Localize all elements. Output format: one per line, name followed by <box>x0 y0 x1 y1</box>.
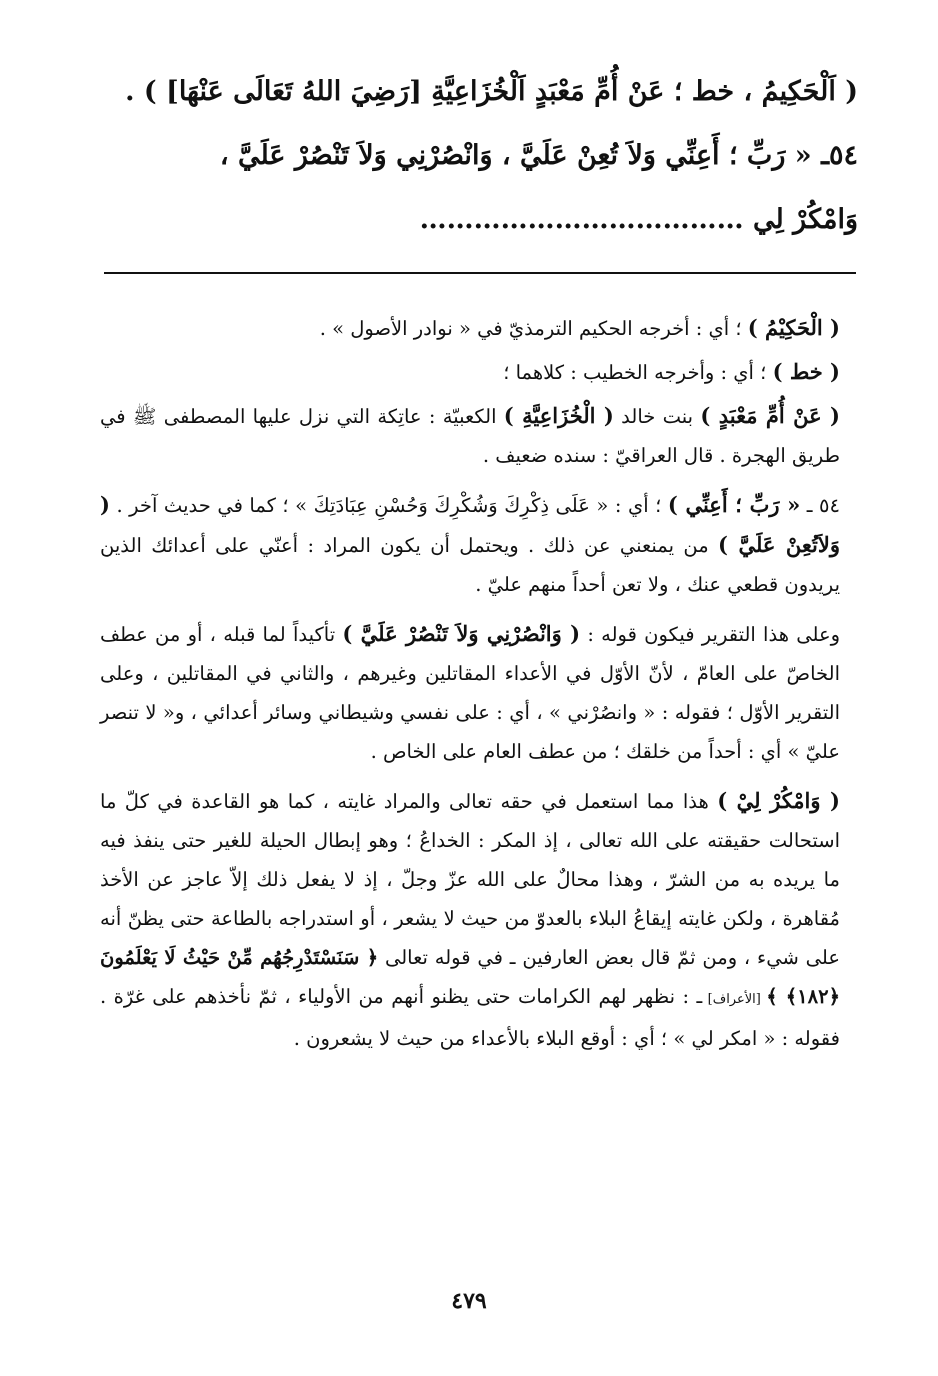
commentary-text: الكعبيّة : عاتِكة التي نزل عليها المصطفى ﷺ في طريق الهجرة . قال العراقيّ : سنده ضعيف . <box>100 405 840 467</box>
hadith-text <box>100 60 858 252</box>
commentary-text: هذا مما استعمل في حقه تعالى والمراد غايته ، كما هو القاعدة في كلّ ما استحالت حقيقته على الله تعالى ، إذ المكر : الخداعُ ؛ وهو إبطال الحيلة للغير حتى ينفذ فيه ما يريده به من الشرّ ، وهذا محالٌ على الله عزّ وجلّ ، إذ لا يفعل ذلك إلاّ عاجز عن الأخذ مُقاهرة ، ولكن غايته إيقاعُ البلاء بالعدوّ من حيث لا يشعر ، أو استدراجه بالطاعة حتى يظنّ أنه على شيء ، ومن ثمّ قال بعض العارفين ـ في قوله تعالى <box>100 790 840 969</box>
commentary-paragraph <box>100 352 860 392</box>
footnote-divider <box>104 272 856 274</box>
quoted-term: ( وَانْصُرْنِي وَلاَ تَنْصُرْ عَلَيَّ ) <box>342 621 581 646</box>
commentary-paragraph <box>100 614 860 771</box>
quoted-term: ( الْخُزَاعِيَّةِ ) <box>503 403 614 428</box>
commentary-text: وعلى هذا التقرير فيكون قوله : <box>580 623 840 646</box>
commentary-paragraph <box>100 781 860 1058</box>
hadith-line-3 <box>100 188 858 252</box>
commentary-text: ؛ أي : « عَلَى ذِكْرِكَ وَشُكْرِكَ وَحُسْنِ عِبَادَتِكَ » ؛ كما في حديث آخر . <box>109 494 668 517</box>
commentary-text: ؛ أي : وأخرجه الخطيب : كلاهما ؛ <box>503 361 773 384</box>
quoted-term: « رَبِّ ؛ أَعِنِّي ) <box>667 492 801 517</box>
commentary-paragraph <box>100 308 860 348</box>
quran-verse: ﴿ سَنَسْتَدْرِجُهُم مِّنْ حَيْثُ لَا يَعْلَمُونَ ﴿١٨٢﴾ ﴾ <box>100 946 840 1008</box>
commentary-text: بنت خالد <box>613 405 701 428</box>
quoted-term: ( وَلاَتُعِنْ عَلَيَّ ) <box>100 492 840 557</box>
item-number: ٥٤ ـ <box>800 494 840 517</box>
commentary-text: ؛ أي : أخرجه الحكيم الترمذيّ في « نوادر الأصول » . <box>319 317 748 340</box>
commentary-text: ـ : نظهر لهم الكرامات حتى يظنو أنهم من الأولياء ، ثمّ نأخذهم على غرّة . فقوله : « امكر لي » ؛ أي : أوقع البلاء بالأعداء من حيث لا يشعرون . <box>100 985 840 1050</box>
quoted-term: ( عَنْ أُمِّ مَعْبَدٍ ) <box>700 403 840 428</box>
commentary-paragraph <box>100 396 860 475</box>
commentary-paragraph <box>100 485 860 604</box>
hadith-line-1: ( اَلْحَكِيمُ ، خط ؛ عَنْ أُمِّ مَعْبَدٍ اَلْخُزَاعِيَّةِ [رَضِيَ اللهُ تَعَالَى عَنْهَا] ) . <box>125 76 858 107</box>
quoted-term: ( وَامْكُرْ لِيْ ) <box>717 788 840 813</box>
quoted-term: ( الْحَكِيْمُ ) <box>747 315 840 340</box>
ellipsis-dots: ……………………………… <box>419 204 744 235</box>
surah-reference: [الأعراف] <box>702 992 767 1007</box>
hadith-line-2: ٥٤ـ « رَبِّ ؛ أَعِنِّي وَلاَ تُعِنْ عَلَيَّ ، وَانْصُرْنِي وَلاَ تَنْصُرْ عَلَيَّ ، <box>219 140 858 171</box>
quoted-term: ( خط ) <box>772 359 840 384</box>
commentary-text: تأكيداً لما قبله ، أو من عطف الخاصّ على العامّ ، لأنّ الأوّل في الأعداء المقاتلين وغيرهم ، والثاني في المقاتلين ، وعلى التقرير الأوّل ؛ فقوله : « وانصُرْني » ، أي : على نفسي وشيطاني وسائر أعدائي ، و« لا تنصر عليّ » أي : أحداً من خلقك ؛ من عطف العام على الخاص . <box>100 623 840 763</box>
commentary-text: من يمنعني عن ذلك . ويحتمل أن يكون المراد : أعنّي على أعدائك الذين يريدون قطعي عنك ، ولا تعن أحداً منهم عليّ . <box>100 534 840 596</box>
commentary <box>100 308 860 1062</box>
page-number: ٤٧٩ <box>451 1288 487 1314</box>
hadith-line-3-text: وَامْكُرْ لِي <box>753 204 858 235</box>
